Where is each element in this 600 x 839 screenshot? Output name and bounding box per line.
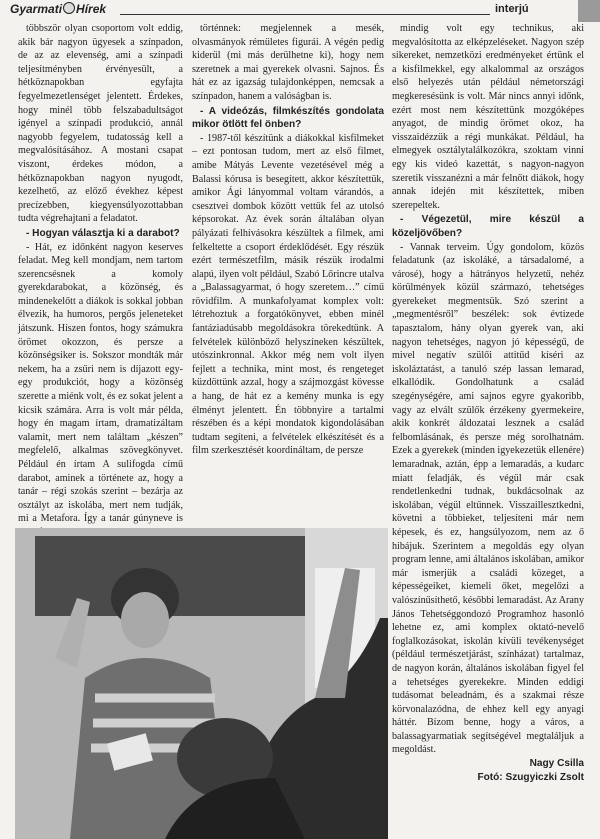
text-column-2 <box>192 22 384 458</box>
text-column-3 <box>392 22 584 784</box>
section-label: interjú <box>495 3 529 15</box>
text-column-1 <box>18 22 183 553</box>
paragraph: mindig volt egy technikus, aki megvalósította az elképzeléseket. Nagyon szép sikereket, nemzetközi eredményeket értünk el a kisfilmekkel, egy alkalommal az országos első helyezés után például németországi megkeresésünk is volt. Már nincs annyi időnk, ezért most nem készítettünk mozgóképes anyagot, de mindig örömet okoz, ha visszaidézzük a régi munkákat. Például, ha elmegyek osztálytalálkozókra, szoktam vinni egy kis videó kazettát, s nagyon-nagyon szeretik visszanézni a már felnőtt diákok, hogy annak idején mit készítettek, miben szerepeltek. <box>392 23 584 211</box>
newspaper-logo <box>10 2 106 16</box>
interview-question: - A videózás, filmkészítés gondolata mikor ötlött fel önben? <box>192 105 384 131</box>
paragraph: - Hát, ez időnként nagyon keserves feladat. Meg kell mondjam, nem tartom szerencsésnek a komoly gyerekdarabokat, a közönség, és mindenekelőtt a diákok is sokkal jobban élvezik, ha humoros, pergős jeleneteket játszunk. Híszen fontos, hogy számukra örömet okozzon, és persze a közönségsiker is. Sokszor mondták már nekem, ha a zsűri nem is díjazott egy-egy produkciót, hogy a közönség szerette a miénk volt, és ez sokat jelent a kicsik számára. Arra is volt már példa, hogy én magam írtam, dramatizáltam valamit, mert nem találtam „készen” megfelelő, alkalmas szövegkönyvet. Például én írtam A sulifogda című darabot, aminek a története az, hogy a tanár – régi szokás szerint – bezárja az osztályt az iskolába, mert nem tudják, mi a Metafora. Így a tanár gúnyneve is <box>18 241 183 525</box>
interview-question: - Hogyan választja ki a darabot? <box>26 227 180 239</box>
paragraph: - 1987-től készítünk a diákokkal kisfilmeket – ezt pontosan tudom, mert az első filmet, amibe Mátyás Levente vezetésével még a Balassi kórusa is besegített, akkor készítettük, amikor Ági lányommal voltam várandós, a csesztvei dombok között vettük fel az utolsó képsorokat. Az évek során általában olyan pályázati felhívásokra készültek a filmek, ami felkeltette a csoport érdeklődését. Egy részük ezért természetfilm, másik részük irodalmi alapú, ilyen volt például, Szabó Lőrincre utalva a „Balassagyarmat, ó hogy szeretem…” című rövidfilm. A munkafolyamat komplex volt: létrehoztuk a forgatókönyvet, ebben minél fantáziadúsabb megoldásokra törekedtünk. A felvételek különböző helyszíneken készültek, utószinkronnal. Akkor még nem volt ilyen fejlett a technika, mint most, és rengeteget küzdöttünk azzal, hogy a szájmozgást kövesse a hang, de hát ez a kemény munka is egy élményt jelentett. Én többnyire a tartalmi részében és a képi mondatok kigondolásában tudtam segíteni, a felvételek elkészítését és a film szerkesztését koordináltam, de persze <box>192 132 384 457</box>
byline: Nagy Csilla <box>529 758 584 770</box>
paragraph: - Vannak terveim. Úgy gondolom, közös feladatunk (az iskoláké, a társadalomé, a városé), hogy a hátrányos helyzetű, nehéz körülmények közül származó, tehetséges gyerekeket megmentsük. Szó szerint a „megmentésről” beszélek: sok évtizede tapasztalom, hány olyan gyerek van, aki nagyon tehetséges, nagyon jó képességű, de mivel negatív szülői attitűd kíséri az iskoláztatást, a tanuló szép lassan lemarad, elkallódik. Gondolhatunk a család szegénységére, ami sajnos egyre gyakoribb, vagy az elvált szülők érzékeny gyermekeire, akik konkrét áldozatai lesznek a család felbomlásának, és persze még sorolhatnám. Ezek a gyerekek (minden igyekezetük ellenére) lemaradnak, aztán, épp a lemaradás, a kudarc miatt feladják, és végül már csak rendetlenkedni tudnak, bukdácsolnak az iskolában, végül eltűnnek. Visszaillesztkedni, követni a többieket, teljesíteni már nem képesek, és ez, hangsúlyozom, nem az ő hibájuk. Szerintem a megoldás egy olyan program lenne, ami általános iskolában, amikor már ismerjük a családi közeget, a képességeiket, kiemeli őket, megelőzi a valószínűsíthető, későbbi lemaradást. Az Arany János Tehetséggondozó Programhoz hasonló lehetne ez, ami komplex oktató-nevelő foglalkozásokat, iskolán kívüli tevékenységet (például természetjárást, színházat) tartalmaz, de nagyon korán, általános iskolában figyel fel a tehetséges gyerekekre. Minden eddigi tudásomat beleadnám, és a szakmai része körvonalazódna, de ehhez kell egy anyagi háttér. Bízom benne, hogy a város, a balassagyarmatiak segítségével megtaláljuk a megoldást. <box>392 241 585 756</box>
paragraph: történnek: megjelennek a mesék, olvasmányok rémületes figurái. A végén pedig kiderül (mi más derülhetne ki), hogy nem szeretnek a mai gyerekek olvasni. Sajnos. És hát ez az igazság tulajdonképpen, nemcsak a színpadon, hanem a valóságban is. <box>192 23 384 102</box>
interview-question: - Végezetül, mire készül a közeljövőben? <box>392 214 584 239</box>
page-header <box>0 0 600 22</box>
header-rule <box>120 14 490 15</box>
byline: Fotó: Szugyiczki Zsolt <box>477 771 584 783</box>
photo-illustration <box>15 528 388 839</box>
classroom-photo <box>15 528 388 839</box>
logo-text-right: Hírek <box>76 2 107 16</box>
logo-emblem-icon <box>63 2 75 14</box>
logo-text-left: Gyarmati <box>10 2 63 16</box>
paragraph: többször olyan csoportom volt eddig, akik bár nagyon ügyesek a színpadon, de az az elevenség, ami a színpadi teljesítményben érvényesült, a hétköznapokban egyfajta fegyelmezetlenséget jelentett. Érdekes, hogy minél több felszabadultságot igényel a színpadi produkció, annál nagyobb fegyelem, tudatosság kell a megvalósításához. A mostani csapat viszont, érdekes módon, a hétköznapokban nagyon nyugodt, kezelhető, az előző évekhez képest precízebben, kiegyensúlyozottabban tudta végrehajtani a feladatot. <box>18 23 183 225</box>
section-tab <box>578 0 600 22</box>
